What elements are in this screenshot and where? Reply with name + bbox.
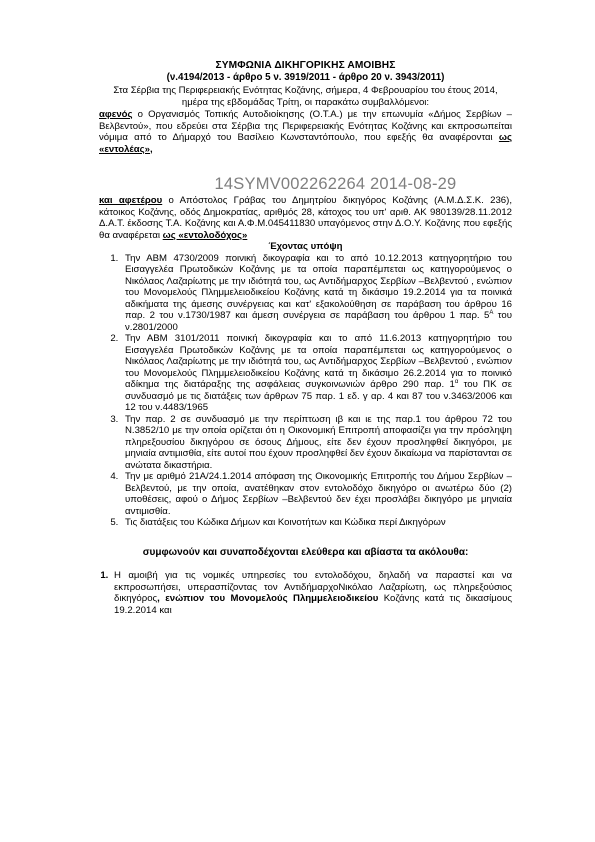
document-subtitle: (ν.4194/2013 - άρθρο 5 ν. 3919/2011 - άρθρο 20 ν. 3943/2011) xyxy=(166,72,445,83)
intro-paragraph: Στα Σέρβια της Περιφερειακής Ενότητας Κοζάνης, σήμερα, 4 Φεβρουαρίου του έτους 2014, ημέρα της εβδομάδας Τρίτη, οι παρακάτω συμβαλλόμενοι: xyxy=(113,85,498,108)
party2-label: και αφετέρου xyxy=(99,195,163,206)
party1-label: αφενός xyxy=(99,109,133,120)
party1-end: , xyxy=(150,143,153,155)
list-item: 3. Την παρ. 2 σε συνδυασμό με την περίπτωση ιβ και ιε της παρ.1 του άρθρου 72 του Ν.3852/10 με την οποία ορίζεται ότι η Οικονομική Επιτροπή αποφασίζει για την πρόσληψη πληρεξουσίου δικηγόρου σε όσους Δήμους, είτε δεν έχουν προσληφθεί δικηγόροι, με μηνιαία αντιμισθία, είτε αυτοί που έχουν προσληφθεί δεν έχουν δικαίωμα να παρίστανται σε ανώτατα δικαστήρια. xyxy=(121,414,512,472)
party2-paragraph xyxy=(99,195,512,241)
party2-role: ως «εντολοδόχος» xyxy=(162,229,248,241)
party1-text: ο Οργανισμός Τοπικής Αυτοδιοίκησης (Ο.Τ.Α.) με την επωνυμία «Δήμος Σερβίων –Βελβεντού», που εδρεύει στα Σέρβια της Περιφερειακής Ενότητας Κοζάνης και εκπροσωπείται νόμιμα από το Δήμαρχό του Βασίλειο Κωνσταντόπουλο, που εφεξής θα αναφέρονται xyxy=(99,109,512,143)
considerations-heading: Έχοντας υπόψη xyxy=(268,241,343,252)
list-item: 1. Την ΑΒΜ 4730/2009 ποινική δικογραφία και το από 10.12.2013 κατηγορητήριο του Εισαγγελέα Πρωτοδικών Κοζάνης με τα οποία παραπέμπεται ως κατηγορούμενος ο Νικόλαος Λαζαρίωτης με την ιδιότητά του, ως Αντιδήμαρχος Σερβίων –Βελβεντού , ενώπιον του Μονομελούς Πλημμελειοδικείου Κοζάνης κατά τη δικάσιμο 19.2.2014 για τα ποινικά αδικήματα της άμεσης συνέργειας και κατ' εξακολούθηση σε παράβαση του άρθρου 16 παρ. 2 του ν.1730/1987 και άμεση συνέργεια σε παράβαση του άρθρου 1 παρ. $5^A$ του ν.2801/2000 xyxy=(121,253,512,334)
list-item: 4. Την με αριθμό 21Α/24.1.2014 απόφαση της Οικονομικής Επιτροπής του Δήμου Σερβίων –Βελβεντού, με την οποία, ανατέθηκαν στον εντολοδόχο δικηγόρο οι ανωτέρω δύο (2) υποθέσεις, αφού ο Δήμος Σερβίων –Βελβεντού δεν έχει προσλάβει δικηγόρο με μηνιαία αντιμισθία. xyxy=(121,471,512,517)
party2-text: ο Απόστολος Γράβας του Δημητρίου δικηγόρος Κοζάνης (Α.Μ.Δ.Σ.Κ. 236), κάτοικος Κοζάνης, οδός Δημοκρατίας, αριθμός 28, κάτοχος του υπ' αριθ. ΑΚ 980139/28.11.2012 Δ.Α.Τ. έκδοσης Τ.Α. Κοζάνης και Α.Φ.Μ.045411830 υπαγόμενος στην Δ.Ο.Υ. Κοζάνης που εφεξής θα αναφέρεται xyxy=(99,195,512,241)
document-body xyxy=(99,60,512,616)
terms-list xyxy=(99,570,512,616)
considerations-list xyxy=(99,253,512,529)
registry-stamp: 14SYMV002262264 2014-08-29 xyxy=(214,175,457,193)
party1-paragraph xyxy=(99,109,512,155)
document-title: ΣΥΜΦΩΝΙΑ ΔΙΚΗΓΟΡΙΚΗΣ ΑΜΟΙΒΗΣ xyxy=(215,60,396,71)
agreement-heading: συμφωνούν και συναποδέχονται ελεύθερα και αβίαστα τα ακόλουθα: xyxy=(142,546,469,558)
party1-role: ως «εντολέας» xyxy=(99,132,512,155)
list-item: 5. Τις διατάξεις του Κώδικα Δήμων και Κοινοτήτων και Κώδικα περί Δικηγόρων xyxy=(121,517,512,529)
list-item: 1. Η αμοιβή για τις νομικές υπηρεσίες του εντολοδόχου, δηλαδή να παραστεί και να εκπροσωπήσει, υπερασπίζοντας τον ΑντιδήμαρχοΝικόλαο Λαζαρίωτη, ως πληρεξούσιος δικηγόρος, ενώπιον του Μονομελούς Πλημμελειοδικείου Κοζάνης κατά τις δικασίμους 19.2.2014 και xyxy=(111,570,512,616)
list-item: 2. Την ΑΒΜ 3101/2011 ποινική δικογραφία και το από 11.6.2013 κατηγορητήριο του Εισαγγελέα Πρωτοδικών Κοζάνης με τα οποία παραπέμπεται ως κατηγορούμενος ο Νικόλαος Λαζαρίωτης με την ιδιότητά του, ως Αντιδήμαρχος Σερβίων –Βελβεντού , ενώπιον του Μονομελούς Πλημμελειοδικείου Κοζάνης κατά τη δικάσιμο 26.2.2014 για το ποινικό αδίκημα της διατάραξης της ασφάλειας συγκοινωνιών άρθρο 290 παρ. $1^\alpha$ του ΠΚ σε συνδυασμό με τις διατάξεις των άρθρων 75 παρ. 1 εδ. γ αρ. 4 και 87 του ν.3463/2006 και 12 του ν.4483/1965 xyxy=(121,333,512,414)
